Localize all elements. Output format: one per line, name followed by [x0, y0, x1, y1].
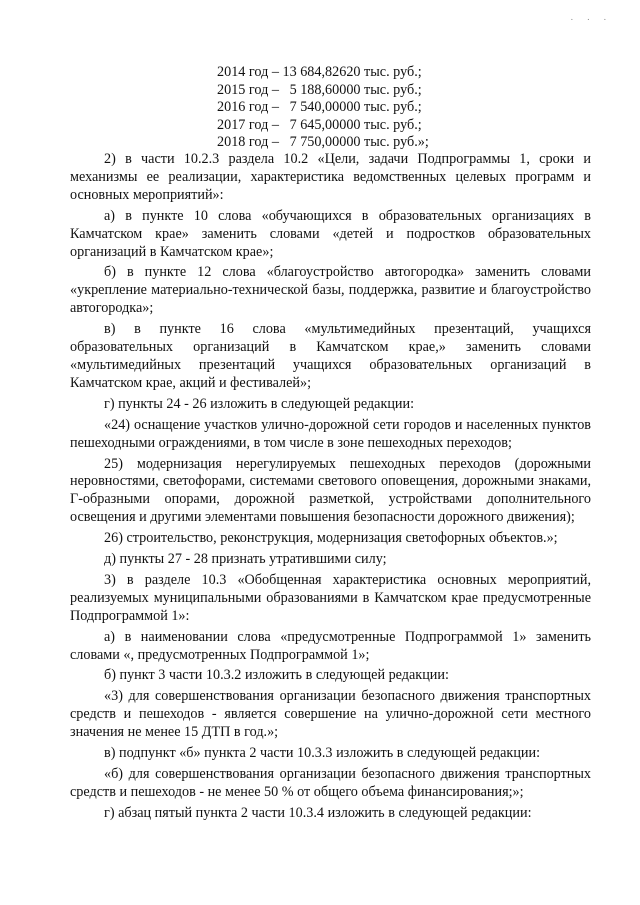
paragraph-section-10-2-3: 2) в части 10.2.3 раздела 10.2 «Цели, задачи Подпрограммы 1, сроки и механизмы ее реализации, характеристика ведомственных целевых программ и основных мероприятий»: [70, 151, 591, 203]
paragraph-item-v-point-16: в) в пункте 16 слова «мультимедийных презентаций, учащихся образовательных организаций в Камчатском крае,» заменить словами «мультимедийных презентаций учащихся образовательных организаций в Камчатском крае, акций и фестивалей»; [70, 321, 591, 391]
paragraph-item-g-part-10-3-4: г) абзац пятый пункта 2 части 10.3.4 изложить в следующей редакции: [104, 804, 532, 821]
year-row-2015: 2015 год – 5 188,60000 тыс. руб.; [217, 81, 422, 98]
year-row-2018: 2018 год – 7 750,00000 тыс. руб.»; [217, 134, 429, 151]
paragraph-item-d-points-27-28: д) пункты 27 - 28 признать утратившими силу; [104, 551, 387, 568]
paragraph-item-b-part-10-3-2: б) пункт 3 части 10.3.2 изложить в следующей редакции: [104, 667, 449, 684]
paragraph-point-3-text: «3) для совершенствования организации безопасного движения транспортных средств и пешеходов - является совершение на улично-дорожной сети местного значения не менее 15 ДТП в год.»; [70, 688, 591, 741]
year-row-2014: 2014 год – 13 684,82620 тыс. руб.; [217, 64, 422, 80]
paragraph-point-26: 26) строительство, реконструкция, модернизация светофорных объектов.»; [104, 530, 558, 547]
paragraph-item-a-point-10: а) в пункте 10 слова «обучающихся в образовательных организациях в Камчатском крае» заменить словами «детей и подростков образовательных организаций в Камчатском крае»; [70, 207, 591, 260]
year-row-2017: 2017 год – 7 645,00000 тыс. руб.; [217, 116, 422, 133]
paragraph-subpoint-b-text: «б) для совершенствования организации безопасного движения транспортных средств и пешеходов - не менее 50 % от общего объема финансирования;»; [70, 766, 591, 800]
paragraph-item-g-points-24-26: г) пункты 24 - 26 изложить в следующей редакции: [104, 395, 415, 412]
paragraph-section-10-3: 3) в разделе 10.3 «Обобщенная характеристика основных мероприятий, реализуемых муниципальными образованиями в Камчатском крае предусмотренные Подпрограммой 1»: [70, 571, 591, 624]
funding-by-year-list [217, 64, 429, 152]
paragraph-item-a-title: а) в наименовании слова «предусмотренные Подпрограммой 1» заменить словами «, предусмотренных Подпрограммой 1»; [70, 628, 591, 663]
paragraph-item-b-point-12: б) в пункте 12 слова «благоустройство автогородка» заменить словами «укрепление материально-технической базы, поддержка, развитие и благоустройство автогородка»; [70, 264, 591, 317]
document-body [70, 151, 591, 826]
paragraph-point-25: 25) модернизация нерегулируемых пешеходных переходов (дорожными неровностями, светофорами, системами светового оповещения, дорожными знаками, Г-образными опорами, дорожной разметкой, устройствами дополнительного освещения и другими элементами повышения безопасности дорожного движения); [70, 455, 591, 526]
scan-marks: . . . [570, 12, 612, 22]
paragraph-point-24: «24) оснащение участков улично-дорожной сети городов и населенных пунктов пешеходными ограждениями, в том числе в зоне пешеходных переходов; [70, 416, 591, 451]
year-row-2016: 2016 год – 7 540,00000 тыс. руб.; [217, 99, 422, 116]
paragraph-item-v-part-10-3-3: в) подпункт «б» пункта 2 части 10.3.3 изложить в следующей редакции: [104, 745, 541, 762]
